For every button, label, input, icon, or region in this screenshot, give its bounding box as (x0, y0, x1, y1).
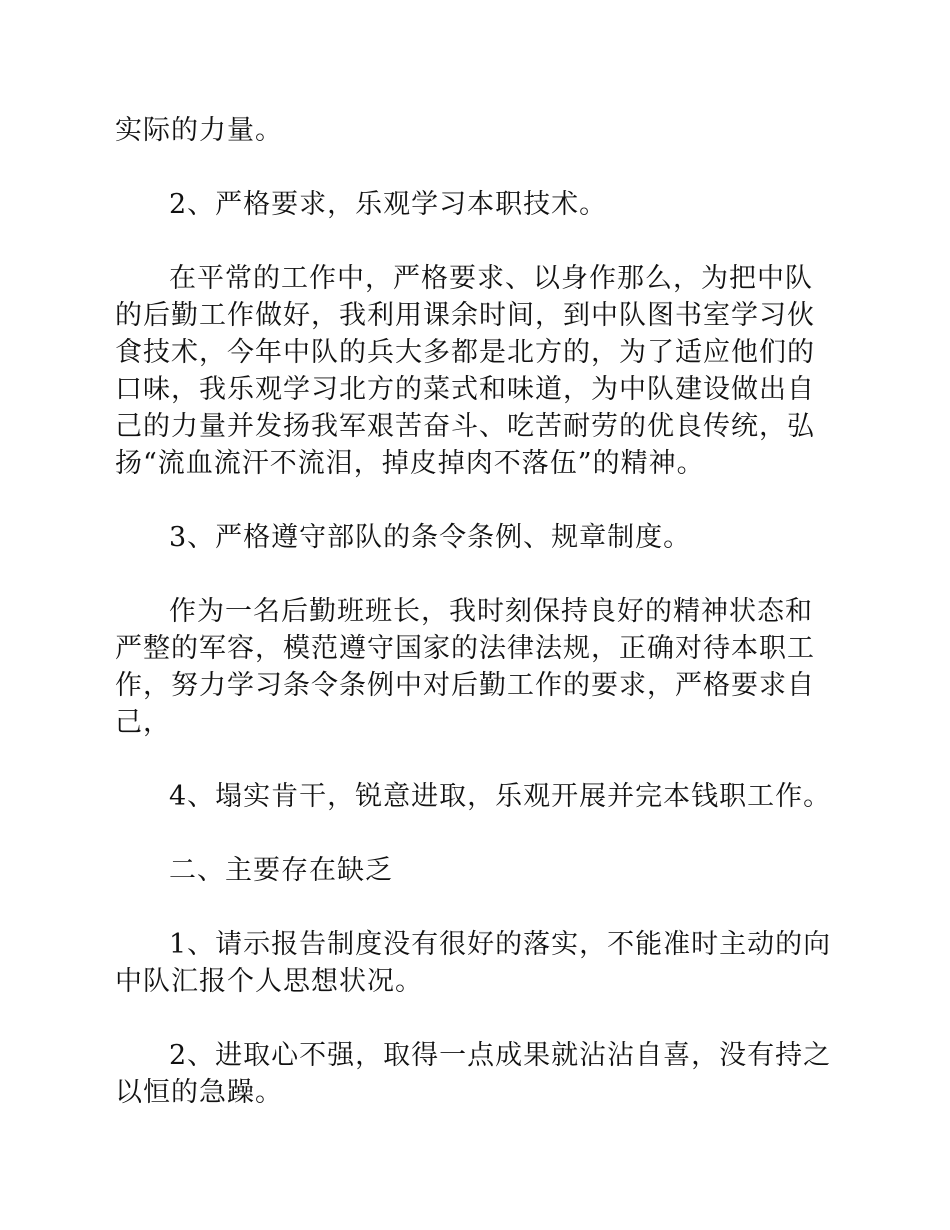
paragraph-continuation: 实际的力量。 (115, 115, 283, 146)
section-heading-shortcomings: 二、主要存在缺乏 (169, 855, 393, 886)
paragraph-discipline: 作为一名后勤班班长，我时刻保持良好的精神状态和严整的军容，模范遵守国家的法律法规，正确对待本职工作，努力学习条令条例中对后勤工作的要求，严格要求自己， (115, 596, 815, 738)
shortcoming-item-1: 1、请示报告制度没有很好的落实，不能准时主动的向中队汇报个人思想状况。 (115, 929, 832, 997)
paragraph-study-skills: 在平常的工作中，严格要求、以身作那么，为把中队的后勤工作做好，我利用课余时间，到中队图书室学习伙食技术，今年中队的兵大多都是北方的，为了适应他们的口味，我乐观学习北方的菜式和味道，为中队建设做出自己的力量并发扬我军艰苦奋斗、吃苦耐劳的优良传统，弘扬“流血流汗不流泪，掉皮掉肉不落伍”的精神。 (115, 263, 815, 479)
document-body (115, 112, 835, 1148)
heading-item-4: 4、塌实肯干，锐意进取，乐观开展并完本钱职工作。 (169, 781, 832, 812)
shortcoming-item-2: 2、进取心不强，取得一点成果就沾沾自喜，没有持之以恒的急躁。 (115, 1040, 832, 1108)
heading-item-3: 3、严格遵守部队的条令条例、规章制度。 (169, 522, 692, 553)
heading-item-2: 2、严格要求，乐观学习本职技术。 (169, 189, 608, 220)
